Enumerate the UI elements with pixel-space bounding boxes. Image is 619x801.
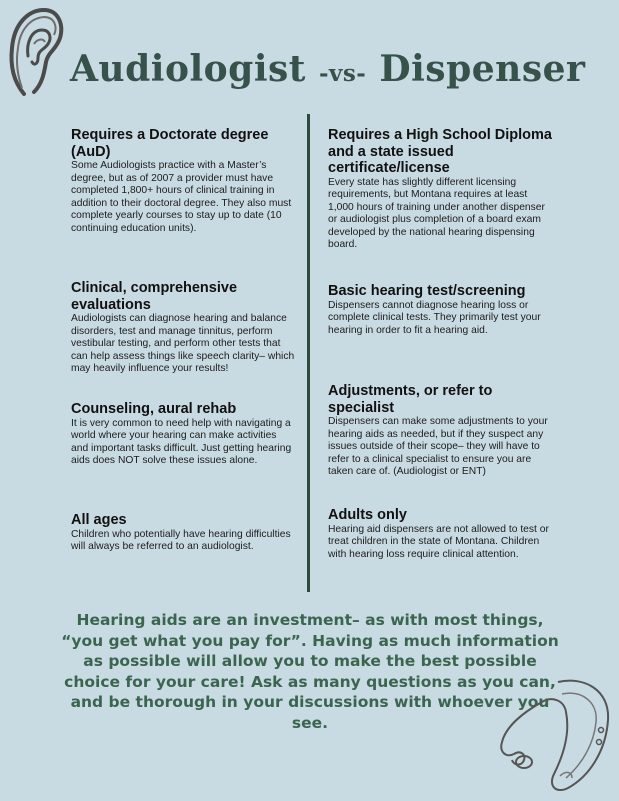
section-heading: All ages	[71, 512, 127, 528]
section-body: Dispensers cannot diagnose hearing loss or complete clinical tests. They primarily test your hearing in order to fit a hearing aid.	[328, 299, 541, 336]
hearing-aid-icon	[494, 672, 614, 796]
column-divider	[307, 114, 310, 592]
section-heading: Requires a High School Diploma and a state issued certificate/license	[328, 127, 552, 176]
section-body: Every state has slightly different licensing requirements, but Montana requires at least 1,000 hours of training under another dispenser or audiologist plus completion of a board exam developed by the national hearing dispensing board.	[328, 176, 545, 251]
section-heading: Requires a Doctorate degree (AuD)	[71, 127, 269, 160]
right-section-diploma	[328, 127, 554, 252]
section-body: It is very common to need help with navigating a world where your hearing can make activities and important tasks difficult. Just getting hearing aids does NOT solve these issues alone.	[71, 417, 292, 467]
left-section-ages	[71, 512, 296, 554]
left-section-counseling	[71, 401, 296, 468]
section-body: Audiologists can diagnose hearing and balance disorders, test and manage tinnitus, perform vestibular testing, and perform other tests that can help assess things like speech clarity– which may heavily influence your results!	[71, 313, 295, 375]
title-vs: -vs-	[318, 60, 367, 87]
section-heading: Adults only	[328, 507, 407, 523]
section-body: Children who potentially have hearing difficulties will always be referred to an audiologist.	[71, 528, 291, 553]
section-body: Some Audiologists practice with a Master’s degree, but as of 2007 a provider must have completed 1,800+ hours of clinical training in addition to their doctoral degree. They also must complete yearly courses to stay up to date (10 continuing education units).	[71, 160, 292, 234]
right-section-adjustments	[328, 383, 554, 479]
title-right: Dispenser	[379, 48, 586, 90]
footer-message: Hearing aids are an investment– as with most things, “you get what you pay for”. Having as much information as possible will allow you to make the best possible choice for your care! Ask as many questions as you can, and be thorough in your discussions with whoever you see.	[61, 611, 559, 732]
section-heading: Counseling, aural rehab	[71, 401, 237, 417]
section-heading: Basic hearing test/screening	[328, 283, 526, 299]
left-section-evaluations	[71, 280, 296, 376]
title-left: Audiologist	[70, 48, 306, 90]
page-title	[70, 48, 610, 90]
left-section-degree	[71, 127, 296, 236]
right-section-adults	[328, 507, 554, 561]
section-heading: Clinical, comprehensive evaluations	[71, 280, 238, 313]
section-body: Dispensers can make some adjustments to your hearing aids as needed, but if they suspect any issues outside of their scope– they will have to refer to a clinical specialist to ensure you are taken care of. (Audiologist or ENT)	[328, 416, 548, 478]
right-section-screening	[328, 283, 554, 337]
ear-icon	[4, 2, 66, 104]
section-heading: Adjustments, or refer to specialist	[328, 383, 493, 416]
section-body: Hearing aid dispensers are not allowed to test or treat children in the state of Montana. Children with hearing loss require clinical attention.	[328, 523, 549, 560]
